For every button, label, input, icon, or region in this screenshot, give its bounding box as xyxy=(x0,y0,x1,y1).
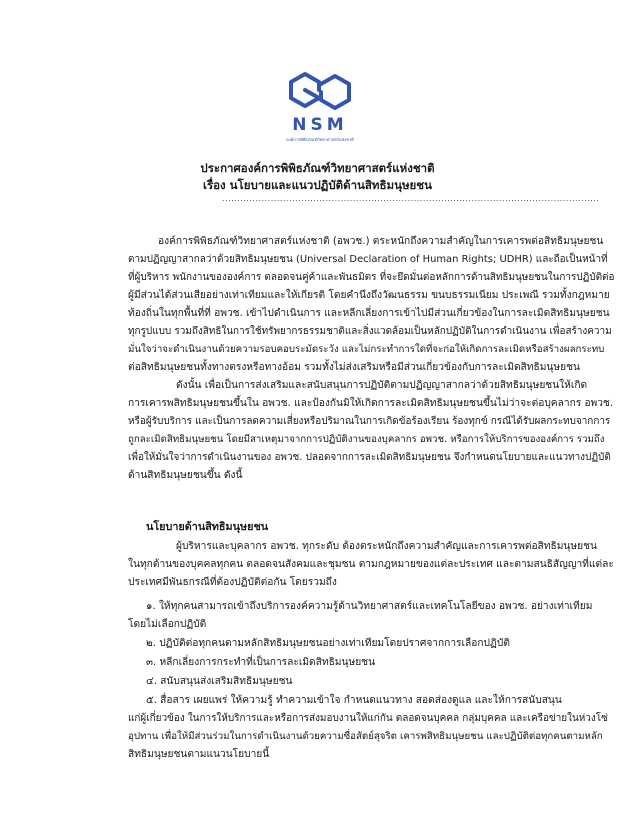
para2-line: เพื่อให้มั่นใจว่าการดำเนินงานของ อพวช. ปลอดจากการละเมิดสิทธิมนุษยชน จึงกำหนดนโยบายและแนวทางปฏิบัติ xyxy=(128,452,611,463)
logo-subtitle: องค์การพิพิธภัณฑ์วิทยาศาสตร์แห่งชาติ xyxy=(286,137,354,142)
intro-line: ที่ผู้บริหาร พนักงานขององค์การ ตลอดจนคู่ค้าและพันธมิตร ที่จะยึดมั่นต่อหลักการด้านสิทธิมนุษยชนในการปฏิบัติต่อ xyxy=(128,272,615,283)
intro-line: ตามปฏิญญาสากลว่าด้วยสิทธิมนุษยชน (Universal Declaration of Human Rights; UDHR) และถือเป็นหน้าที่ xyxy=(128,254,608,265)
policy-intro-line: ในทุกด้านของบุคคลทุกคน ตลอดจนสังคมและชุมชน ตามกฎหมายของแต่ละประเทศ และตามสนธิสัญญาที่แต่ละ xyxy=(128,559,614,570)
para2-line: ดังนั้น เพื่อเป็นการส่งเสริมและสนับสนุนการปฏิบัติตามปฏิญญาสากลว่าด้วยสิทธิมนุษยชนให้เกิด xyxy=(176,380,588,391)
policy-item-3: ๓. หลีกเลี่ยงการกระทำที่เป็นการละเมิดสิทธิมนุษยชน xyxy=(146,657,376,668)
announcement-title: ประกาศองค์การพิพิธภัณฑ์วิทยาศาสตร์แห่งชาติ xyxy=(200,161,435,175)
intro-line: มั่นใจว่าจะดำเนินงานด้วยความรอบคอบระมัดระวัง และไม่กระทำการใดที่จะก่อให้เกิดการละเมิดหรือสร้างผลกระทบ xyxy=(128,344,605,355)
policy-intro-line: ประเทศมีพันธกรณีที่ต้องปฏิบัติต่อกัน โดยรวมถึง xyxy=(128,577,337,588)
intro-line: องค์การพิพิธภัณฑ์วิทยาศาสตร์แห่งชาติ (อพวช.) ตระหนักถึงความสำคัญในการเคารพต่อสิทธิมนุษยชน xyxy=(158,236,604,247)
intro-line: ผู้มีส่วนได้ส่วนเสียอย่างเท่าเทียมและให้เกียรติ โดยคำนึงถึงวัฒนธรรม ขนบธรรมเนียม ประเพณี รวมทั้งกฎหมาย xyxy=(128,290,610,301)
policy-item-2: ๒. ปฏิบัติต่อทุกคนตามหลักสิทธิมนุษยชนอย่างเท่าเทียมโดยปราศจากการเลือกปฏิบัติ xyxy=(146,638,510,649)
policy-item-5-cont: แก่ผู้เกี่ยวข้อง ในการให้บริการและหรือการส่งมอบงานให้แก่กัน ตลอดจนบุคคล กลุ่มบุคคล และเครือข่ายในห่วงโซ่ xyxy=(128,713,608,724)
policy-item-1: ๑. ให้ทุกคนสามารถเข้าถึงบริการองค์ความรู้ด้านวิทยาศาสตร์และเทคโนโลยีของ อพวช. อย่างเท่าเทียม xyxy=(146,601,593,612)
para2-line: หรือผู้รับบริการ และเป็นการลดความเสี่ยงหรือปริมาณในการเกิดข้อร้องเรียน ร้องทุกข์ กรณีได้รับผลกระทบจากการ xyxy=(128,416,611,427)
para2-line: การเคารพสิทธิมนุษยชนขึ้นใน อพวช. และป้องกันมิให้เกิดการละเมิดสิทธิมนุษยชนขึ้นไม่ว่าจะต่อบุคลากร อพวช. xyxy=(128,398,614,409)
policy-item-5-cont: สิทธิมนุษยชนตามแนวนโยบายนี้ xyxy=(128,749,270,760)
policy-item-4: ๔. สนับสนุนส่งเสริมสิทธิมนุษยชน xyxy=(146,676,293,687)
logo-text: NSM xyxy=(292,115,348,135)
para2-line: ด้านสิทธิมนุษยชนขึ้น ดังนี้ xyxy=(128,470,243,481)
para2-line: ถูกละเมิดสิทธิมนุษยชน โดยมีสาเหตุมาจากการปฏิบัติงานของบุคลากร อพวช. หรือการให้บริการขององค์การ รวมถึง xyxy=(128,434,605,445)
intro-line: ท้องถิ่นในทุกพื้นที่ที่ อพวช. เข้าไปดำเนินการ และหลีกเลี่ยงการเข้าไปมีส่วนเกี่ยวข้องในการละเมิดสิทธิมนุษยชน xyxy=(128,308,610,319)
policy-item-1-cont: โดยไม่เลือกปฏิบัติ xyxy=(128,619,207,630)
intro-line: ต่อสิทธิมนุษยชนทั้งทางตรงหรือทางอ้อม รวมทั้งไม่ส่งเสริมหรือมีส่วนเกี่ยวข้องกับการละเมิดสิทธิมนุษยชน xyxy=(128,362,580,373)
nsm-logo-icon xyxy=(285,68,355,114)
title-separator: ............................................................................................................................ xyxy=(222,194,600,203)
policy-intro-line: ผู้บริหารและบุคลากร อพวช. ทุกระดับ ต้องตระหนักถึงความสำคัญและการเคารพต่อสิทธิมนุษยชน xyxy=(176,541,597,552)
announcement-subject: เรื่อง นโยบายและแนวปฏิบัติด้านสิทธิมนุษยชน xyxy=(203,178,432,192)
policy-heading: นโยบายด้านสิทธิมนุษยชน xyxy=(146,520,269,533)
intro-line: ทุกรูปแบบ รวมถึงสิทธิในการใช้ทรัพยากรธรรมชาติและสิ่งแวดล้อมเป็นหลักปฏิบัติในการดำเนินงาน เพื่อสร้างความ xyxy=(128,326,612,337)
policy-item-5: ๕. สื่อสาร เผยแพร่ ให้ความรู้ ทำความเข้าใจ กำหนดแนวทาง สอดส่องดูแล และให้การสนับสนุน xyxy=(146,695,562,706)
policy-item-5-cont: อุปทาน เพื่อให้มีส่วนร่วมในการดำเนินงานด้วยความซื่อสัตย์สุจริต เคารพสิทธิมนุษยชน และปฏิบัติต่อทุกคนตามหลัก xyxy=(128,731,603,742)
